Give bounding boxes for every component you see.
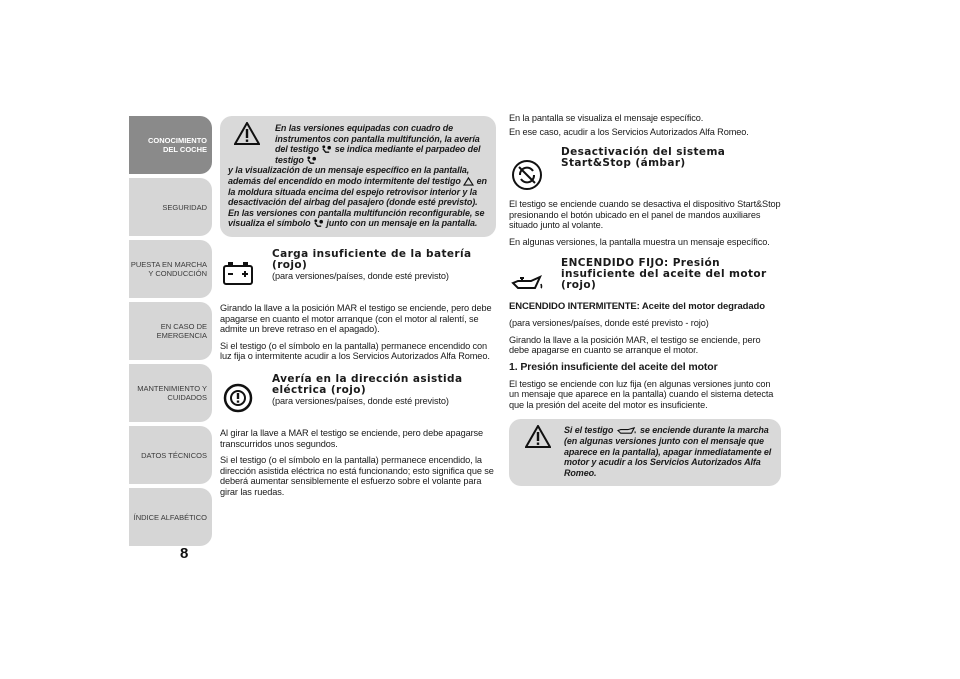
battery-section — [220, 249, 496, 289]
oil-paragraph-2: El testigo se enciende con luz fija (en algunas versiones junto con un mensaje que aparece en la pantalla) cuando el sistema detecta que la presión del aceite del motor es insuficiente. — [509, 378, 774, 410]
startstop-paragraph-1: El testigo se enciende cuando se desactiva el dispositivo Start&Stop presionando el botón ubicado en el panel de mandos auxiliares situado junto al volante. — [509, 199, 781, 231]
left-column — [220, 116, 496, 503]
battery-subtitle: (para versiones/países, donde esté previsto) — [272, 270, 449, 281]
page-number: 8 — [180, 545, 189, 562]
warning-text-1: En las versiones equipadas con cuadro de instrumentos con pantalla multifunción, la avería del testigo — [275, 123, 480, 155]
service-paragraph: En ese caso, acudir a los Servicios Autorizados Alfa Romeo. — [509, 126, 749, 137]
tab-conocimiento-del-coche[interactable]: CONOCIMIENTO DEL COCHE — [129, 116, 212, 174]
oil-warning-text-2: se enciende durante la marcha (en algunas versiones junto con el mensaje que aparece en la pantalla), apagar inmediatamente el motor y acudir a los Servicios Autorizados Alfa Romeo. — [564, 425, 772, 478]
oil-title: ENCENDIDO FIJO: Presión insuficiente del aceite del motor (rojo) — [561, 256, 767, 291]
warning-text-5: junto con un mensaje en la pantalla. — [326, 218, 478, 229]
oil-pressure-icon — [509, 266, 545, 302]
airbag-icon — [313, 219, 324, 228]
startstop-off-icon — [509, 157, 545, 193]
startstop-section — [509, 147, 781, 193]
tab-en-caso-de-emergencia[interactable]: EN CASO DE EMERGENCIA — [129, 302, 212, 360]
steering-section — [220, 374, 496, 414]
oil-section — [509, 258, 781, 296]
tab-datos-tecnicos[interactable]: DATOS TÉCNICOS — [129, 426, 212, 484]
warning-text-2: se indica mediante el parpadeo del testigo — [275, 144, 481, 165]
right-column — [509, 113, 781, 486]
tab-mantenimiento[interactable]: MANTENIMIENTO Y CUIDADOS — [129, 364, 212, 422]
steering-paragraph-1: Al girar la llave a MAR el testigo se enciende, pero debe apagarse transcurridos unos segundos. — [220, 427, 484, 449]
oil-blink-subtitle: (para versiones/países, donde esté previsto - rojo) — [509, 318, 709, 329]
battery-title: Carga insuficiente de la batería (rojo) — [272, 247, 472, 271]
oil-blink-title: ENCENDIDO INTERMITENTE: Aceite del motor degradado — [509, 300, 765, 312]
battery-paragraph-2: Si el testigo (o el símbolo en la pantalla) permanece encendido con luz fija o intermitente acudir a los Servicios Autorizados Alfa Romeo. — [220, 340, 490, 362]
tab-indice-alfabetico[interactable]: ÍNDICE ALFABÉTICO — [129, 488, 212, 546]
steering-paragraph-2: Si el testigo (o el símbolo en la pantalla) permanece encendido, la dirección asistida eléctrica no está funcionando; esto significa que se deberá aumentar sensiblemente el esfuerzo sobre el volante para girar las ruedas. — [220, 455, 494, 497]
power-steering-icon — [220, 380, 256, 416]
display-message-paragraph: En la pantalla se visualiza el mensaje específico. — [509, 113, 704, 123]
battery-icon — [220, 255, 256, 291]
oil-warning-note — [509, 419, 781, 486]
oil-warning-text-1: Si el testigo — [564, 425, 614, 436]
oil-pressure-icon — [616, 426, 638, 435]
battery-paragraph-1: Girando la llave a la posición MAR el testigo se enciende, pero debe apagarse en cuanto el motor arranque (con el motor al ralentí, se admite un breve retraso en el apagado). — [220, 302, 492, 335]
startstop-title: Desactivación del sistema Start&Stop (ámbar) — [561, 146, 726, 170]
airbag-icon — [321, 145, 332, 154]
startstop-paragraph-2: En algunas versiones, la pantalla muestra un mensaje específico. — [509, 236, 770, 247]
airbag-warning-note — [220, 116, 496, 237]
warning-text-4: en la moldura situada encima del espejo retrovisor interior y la desactivación del airbag del pasajero (donde esté previsto). En las versiones con pantalla multifunción reconfigurable, se visualiza el símbolo — [228, 175, 487, 229]
warning-triangle-icon — [234, 122, 260, 145]
steering-subtitle: (para versiones/países, donde esté previsto) — [272, 395, 449, 406]
warning-triangle-icon — [525, 425, 551, 448]
oil-heading-1: 1. Presión insuficiente del aceite del motor — [509, 360, 718, 373]
airbag-icon — [306, 156, 317, 165]
warning-text-3: y la visualización de un mensaje específico en la pantalla, además del encendido en modo intermitente del testigo — [228, 165, 470, 186]
warning-triangle-small-icon — [463, 177, 474, 186]
tab-puesta-en-marcha[interactable]: PUESTA EN MARCHA Y CONDUCCIÓN — [129, 240, 212, 298]
tab-seguridad[interactable]: SEGURIDAD — [129, 178, 212, 236]
steering-title: Avería en la dirección asistida eléctrica (rojo) — [272, 372, 463, 396]
oil-paragraph-1: Girando la llave a la posición MAR, el testigo se enciende, pero debe apagarse en cuanto se arranque el motor. — [509, 334, 761, 356]
